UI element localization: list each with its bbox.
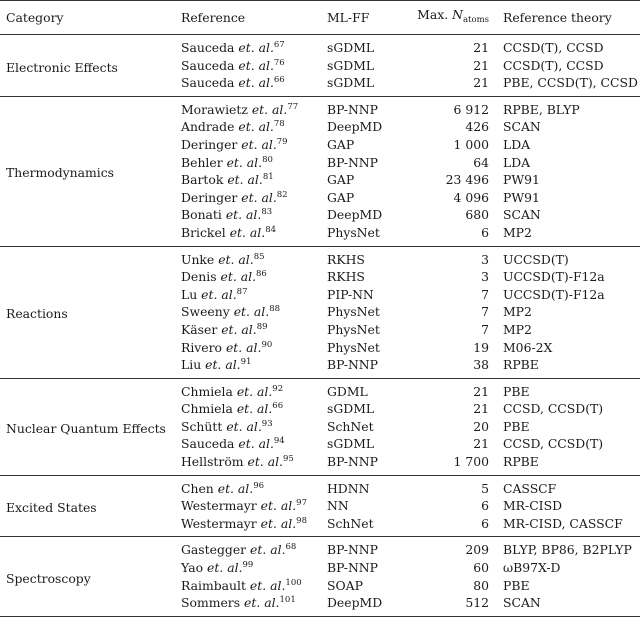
et-al: et. al. <box>227 172 263 188</box>
category-cell: Nuclear Quantum Effects <box>0 378 175 475</box>
natoms-cell: 6 912 <box>453 101 489 117</box>
author-name: Hellström <box>181 454 244 470</box>
reference-cell <box>175 537 321 559</box>
mlff-cell: sGDML <box>327 436 375 452</box>
table-row <box>0 246 640 268</box>
header-natoms-sub: atoms <box>462 15 489 25</box>
author-name: Raimbault <box>181 577 246 593</box>
citation-number: 86 <box>256 269 267 280</box>
header-theory: Reference theory <box>497 1 640 35</box>
reference-cell <box>175 136 321 154</box>
et-al: et. al. <box>241 189 277 205</box>
et-al: et. al. <box>205 357 241 373</box>
natoms-cell: 3 <box>481 251 489 267</box>
et-al: et. al. <box>233 304 270 320</box>
citation-number: 93 <box>261 418 273 429</box>
et-al: et. al. <box>260 515 297 531</box>
mlff-cell: SchNet <box>321 515 417 537</box>
author-name: Westermayr <box>181 498 257 514</box>
et-al: et. al. <box>226 154 263 170</box>
theory-cell: CCSD, CCSD(T) <box>503 436 604 452</box>
reference-cell <box>175 35 321 57</box>
theory-cell: CCSD(T), CCSD <box>503 40 604 55</box>
natoms-cell: 7 <box>481 286 489 302</box>
category-cell: Spectroscopy <box>0 537 175 616</box>
mlff-cell: RKHS <box>327 251 365 267</box>
header-mlff: ML-FF <box>321 1 417 35</box>
mlff-cell: GAP <box>327 172 355 188</box>
natoms-cell: 512 <box>417 594 497 616</box>
reference-cell <box>175 206 321 224</box>
theory-cell: SCAN <box>503 207 541 223</box>
mlff-cell: sGDML <box>327 401 375 417</box>
et-al: et. al. <box>260 498 297 514</box>
et-al: et. al. <box>201 286 237 302</box>
table-row <box>0 35 640 57</box>
author-name: Liu <box>181 357 202 373</box>
theory-cell: SCAN <box>497 594 640 616</box>
citation-number: 91 <box>240 357 252 368</box>
natoms-cell: 680 <box>465 207 489 223</box>
citation-number: 82 <box>276 189 288 200</box>
mlff-cell: SOAP <box>327 577 363 593</box>
citation-number: 94 <box>273 436 285 447</box>
natoms-cell: 23 496 <box>445 172 489 188</box>
header-natoms-symbol: N <box>452 7 463 22</box>
natoms-cell: 426 <box>465 119 489 135</box>
table-row <box>0 96 640 118</box>
natoms-cell: 4 096 <box>453 189 489 205</box>
natoms-cell: 80 <box>473 577 489 593</box>
et-al: et. al. <box>226 418 262 434</box>
author-name: Brickel <box>181 224 226 240</box>
reference-cell <box>175 268 321 286</box>
citation-number: 78 <box>273 119 285 130</box>
theory-cell: PW91 <box>503 189 540 205</box>
mlff-cell: BP-NNP <box>321 356 417 378</box>
citation-number: 76 <box>273 57 285 68</box>
natoms-cell: 38 <box>417 356 497 378</box>
category-cell: Electronic Effects <box>0 35 175 97</box>
theory-cell: CASSCF <box>503 480 557 496</box>
citation-number: 95 <box>282 454 294 465</box>
citation-number: 90 <box>261 339 273 350</box>
author-name: Denis <box>181 269 217 285</box>
header-row <box>0 1 640 35</box>
reference-cell <box>175 118 321 136</box>
et-al: et. al. <box>218 251 254 267</box>
reference-cell <box>175 515 321 537</box>
et-al: et. al. <box>229 224 266 240</box>
author-name: Chmiela <box>181 383 233 399</box>
reference-cell <box>175 453 321 475</box>
reference-cell <box>175 356 321 378</box>
et-al: et. al. <box>247 454 283 470</box>
natoms-cell: 3 <box>481 269 489 285</box>
author-name: Gastegger <box>181 542 247 558</box>
mlff-cell: PIP-NN <box>327 286 374 302</box>
author-name: Deringer <box>181 189 238 205</box>
author-name: Käser <box>181 321 218 337</box>
author-name: Sweeny <box>181 304 230 320</box>
mlff-cell: BP-NNP <box>327 542 378 558</box>
reference-cell <box>175 154 321 172</box>
et-al: et. al. <box>225 339 262 355</box>
et-al: et. al. <box>225 207 262 223</box>
citation-number: 81 <box>262 172 274 183</box>
natoms-cell: 6 <box>417 515 497 537</box>
natoms-cell: 21 <box>473 40 489 55</box>
mlff-cell: PhysNet <box>321 224 417 246</box>
mlff-cell: PhysNet <box>327 321 380 337</box>
citation-number: 100 <box>285 577 302 588</box>
mlff-cell: sGDML <box>321 74 417 96</box>
theory-cell: PW91 <box>503 172 540 188</box>
mlff-cell: DeepMD <box>327 119 383 135</box>
reference-cell <box>175 418 321 436</box>
author-name: Deringer <box>181 136 238 152</box>
reference-cell <box>175 96 321 118</box>
natoms-cell: 7 <box>481 304 489 320</box>
author-name: Schütt <box>181 418 223 434</box>
theory-cell: BLYP, BP86, B2PLYP <box>503 542 632 558</box>
citation-number: 88 <box>269 304 281 315</box>
theory-cell: MR-CISD <box>503 498 563 514</box>
theory-cell: MP2 <box>497 224 640 246</box>
natoms-cell: 6 <box>417 224 497 246</box>
et-al: et. al. <box>241 136 277 152</box>
header-natoms-prefix: Max. <box>417 7 453 22</box>
table-body <box>0 35 640 617</box>
reference-cell <box>175 400 321 418</box>
citation-number: 67 <box>273 40 285 50</box>
author-name: Sommers <box>181 595 241 611</box>
et-al: et. al. <box>220 269 257 285</box>
author-name: Behler <box>181 154 223 170</box>
mlff-cell: BP-NNP <box>327 101 378 117</box>
author-name: Chen <box>181 480 214 496</box>
category-cell: Thermodynamics <box>0 96 175 246</box>
theory-cell: LDA <box>503 136 531 152</box>
theory-cell: PBE <box>503 577 530 593</box>
category-cell: Excited States <box>0 475 175 537</box>
mlff-cell: PhysNet <box>327 304 380 320</box>
reference-cell <box>175 475 321 497</box>
reference-cell <box>175 189 321 207</box>
author-name: Chmiela <box>181 401 233 417</box>
citation-number: 80 <box>262 154 273 165</box>
author-name: Sauceda <box>181 57 235 73</box>
et-al: et. al. <box>250 542 286 558</box>
et-al: et. al. <box>238 119 274 135</box>
citation-number: 66 <box>273 75 285 86</box>
citation-number: 87 <box>236 286 248 297</box>
mlff-cell: HDNN <box>327 480 370 496</box>
natoms-cell: 1 700 <box>417 453 497 475</box>
mlff-cell: BP-NNP <box>327 154 378 170</box>
natoms-cell: 21 <box>473 383 489 399</box>
author-name: Westermayr <box>181 515 257 531</box>
author-name: Sauceda <box>181 40 235 55</box>
et-al: et. al. <box>217 480 254 496</box>
natoms-cell: 7 <box>481 321 489 337</box>
citation-number: 101 <box>279 595 296 606</box>
table-row <box>0 378 640 400</box>
reference-cell <box>175 224 321 246</box>
reference-cell <box>175 577 321 595</box>
theory-cell: UCCSD(T)-F12a <box>503 269 605 285</box>
reference-cell <box>175 57 321 75</box>
citation-number: 66 <box>272 401 284 412</box>
author-name: Lu <box>181 286 198 302</box>
reference-cell <box>175 435 321 453</box>
citation-number: 99 <box>242 560 254 571</box>
mlff-cell: BP-NNP <box>321 453 417 475</box>
reference-cell <box>175 74 321 96</box>
citation-number: 97 <box>296 498 307 509</box>
mlff-cell: RKHS <box>327 269 365 285</box>
natoms-cell: 64 <box>473 154 489 170</box>
natoms-cell: 20 <box>473 418 489 434</box>
author-name: Sauceda <box>181 436 235 452</box>
theory-cell: M06-2X <box>503 339 553 355</box>
reference-cell <box>175 497 321 515</box>
theory-cell: MP2 <box>503 304 532 320</box>
citation-number: 89 <box>256 321 268 332</box>
category-cell: Reactions <box>0 246 175 378</box>
theory-cell: RPBE, BLYP <box>503 101 580 117</box>
author-name: Morawietz <box>181 101 248 117</box>
citation-number: 77 <box>287 101 299 112</box>
theory-cell: RPBE <box>497 356 640 378</box>
et-al: et. al. <box>236 401 273 417</box>
author-name: Bartok <box>181 172 224 188</box>
header-category: Category <box>0 1 175 35</box>
reference-cell <box>175 171 321 189</box>
et-al: et. al. <box>238 40 274 55</box>
theory-cell: UCCSD(T)-F12a <box>503 286 605 302</box>
et-al: et. al. <box>249 577 286 593</box>
theory-cell: CCSD, CCSD(T) <box>503 401 604 417</box>
mlff-cell: GDML <box>327 383 368 399</box>
mlff-cell: sGDML <box>327 57 375 73</box>
citation-number: 79 <box>276 136 288 147</box>
natoms-cell: 21 <box>417 74 497 96</box>
reference-cell <box>175 303 321 321</box>
mlff-cell: DeepMD <box>327 207 383 223</box>
theory-cell: PBE <box>503 383 530 399</box>
et-al: et. al. <box>221 321 257 337</box>
citation-number: 98 <box>296 515 307 526</box>
et-al: et. al. <box>236 383 273 399</box>
mlff-cell: BP-NNP <box>327 560 378 576</box>
natoms-cell: 1 000 <box>453 136 489 152</box>
reference-cell <box>175 321 321 339</box>
theory-cell: PBE <box>503 418 530 434</box>
et-al: et. al. <box>244 595 280 611</box>
citation-number: 83 <box>261 207 273 218</box>
theory-cell: SCAN <box>503 119 541 135</box>
mlff-cell: sGDML <box>327 40 375 55</box>
header-reference: Reference <box>175 1 321 35</box>
theory-cell: RPBE <box>497 453 640 475</box>
natoms-cell: 21 <box>473 401 489 417</box>
citation-number: 96 <box>253 480 265 491</box>
citation-number: 84 <box>265 224 277 235</box>
et-al: et. al. <box>238 75 274 91</box>
natoms-cell: 19 <box>473 339 489 355</box>
citation-number: 92 <box>272 383 284 394</box>
citation-number: 68 <box>285 542 297 553</box>
author-name: Bonati <box>181 207 222 223</box>
mlff-cell: GAP <box>327 136 355 152</box>
mlff-cell: SchNet <box>327 418 374 434</box>
natoms-cell: 60 <box>473 560 489 576</box>
reference-cell <box>175 339 321 357</box>
mlff-cell: NN <box>327 498 349 514</box>
natoms-cell: 6 <box>481 498 489 514</box>
theory-cell: LDA <box>503 154 531 170</box>
reference-cell <box>175 286 321 304</box>
table-row <box>0 475 640 497</box>
author-name: Sauceda <box>181 75 235 91</box>
citation-number: 85 <box>253 251 265 262</box>
et-al: et. al. <box>238 57 274 73</box>
mlff-cell: DeepMD <box>321 594 417 616</box>
et-al: et. al. <box>251 101 288 117</box>
author-name: Unke <box>181 251 215 267</box>
author-name: Rivero <box>181 339 223 355</box>
theory-cell: MR-CISD, CASSCF <box>497 515 640 537</box>
et-al: et. al. <box>207 560 243 576</box>
et-al: et. al. <box>238 436 274 452</box>
header-natoms <box>417 1 497 35</box>
author-name: Yao <box>181 560 204 576</box>
natoms-cell: 21 <box>473 57 489 73</box>
reference-cell <box>175 246 321 268</box>
mlff-cell: GAP <box>327 189 355 205</box>
reference-cell <box>175 378 321 400</box>
natoms-cell: 209 <box>465 542 489 558</box>
mlff-cell: PhysNet <box>327 339 380 355</box>
reference-cell <box>175 559 321 577</box>
theory-cell: PBE, CCSD(T), CCSD <box>497 74 640 96</box>
theory-cell: ωB97X-D <box>503 560 561 576</box>
theory-cell: MP2 <box>503 321 532 337</box>
natoms-cell: 5 <box>481 480 489 496</box>
author-name: Andrade <box>181 119 235 135</box>
table-row <box>0 537 640 559</box>
theory-cell: UCCSD(T) <box>503 251 569 267</box>
theory-cell: CCSD(T), CCSD <box>503 57 604 73</box>
natoms-cell: 21 <box>473 436 489 452</box>
